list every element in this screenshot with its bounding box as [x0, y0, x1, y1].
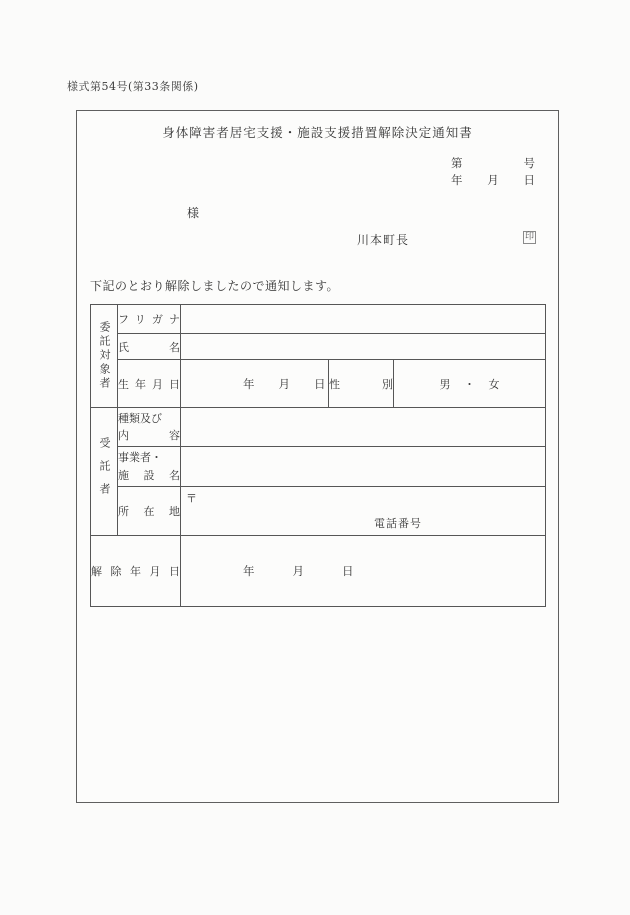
seal-placeholder-mark: 印 — [525, 232, 535, 242]
date-month-label: 月 — [487, 173, 499, 187]
sex-label: 性別 — [329, 360, 394, 408]
release-date-label: 解除年月日 — [91, 536, 181, 607]
service-type-value-cell — [181, 408, 546, 447]
provider-name-label — [118, 447, 181, 487]
date-day-label: 日 — [523, 173, 535, 187]
name-label: 氏名 — [118, 334, 181, 360]
notice-detail-table — [90, 304, 546, 607]
document-date-line — [451, 172, 535, 188]
addressee-honorific: 様 — [187, 206, 200, 220]
table-row — [91, 408, 546, 447]
birth-year-unit: 年 — [243, 376, 255, 391]
postal-mark: 〒 — [186, 492, 197, 505]
phone-number-label: 電話番号 — [374, 517, 422, 530]
service-type-label-line1: 種類及び — [118, 411, 162, 425]
table-row — [91, 447, 546, 487]
provider-label-line1: 事業者・ — [118, 451, 162, 465]
sex-options-cell: 男 ・ 女 — [394, 360, 546, 408]
release-day-unit: 日 — [342, 564, 354, 578]
document-title: 身体障害者居宅支援・施設支援措置解除決定通知書 — [162, 125, 473, 140]
birthdate-value-cell — [181, 360, 329, 408]
form-style-number: 様式第54号(第33条関係) — [67, 80, 199, 93]
name-value-cell — [181, 334, 546, 360]
furigana-label: フリガナ — [118, 305, 181, 334]
address-value-cell — [181, 487, 546, 536]
release-month-unit: 月 — [292, 564, 304, 578]
birth-day-unit: 日 — [314, 376, 326, 391]
table-row — [91, 487, 546, 536]
service-type-label — [118, 408, 181, 447]
group-header-trustee: 受託者 — [91, 408, 118, 536]
doc-number-suffix: 号 — [523, 156, 535, 170]
release-date-value-cell — [181, 536, 546, 607]
service-type-label-line2: 内容 — [118, 429, 180, 442]
provider-label-line2: 施設名 — [118, 468, 180, 482]
date-year-label: 年 — [451, 173, 463, 187]
table-row — [91, 360, 546, 408]
table-row — [91, 305, 546, 334]
address-label: 所在地 — [118, 487, 181, 536]
birth-month-unit: 月 — [278, 376, 290, 391]
doc-number-prefix: 第 — [451, 156, 463, 170]
provider-name-value-cell — [181, 447, 546, 487]
table-row — [91, 334, 546, 360]
notification-sentence: 下記のとおり解除しましたので通知します。 — [90, 279, 340, 293]
table-row — [91, 536, 546, 607]
release-year-unit: 年 — [243, 564, 255, 578]
form-outer-border — [76, 110, 559, 803]
group-header-consignment-target: 委託対象者 — [91, 305, 118, 408]
issuer-title: 川本町長 — [357, 233, 410, 247]
document-number-line — [451, 155, 535, 171]
birthdate-label: 生年月日 — [118, 360, 181, 408]
furigana-value-cell — [181, 305, 546, 334]
